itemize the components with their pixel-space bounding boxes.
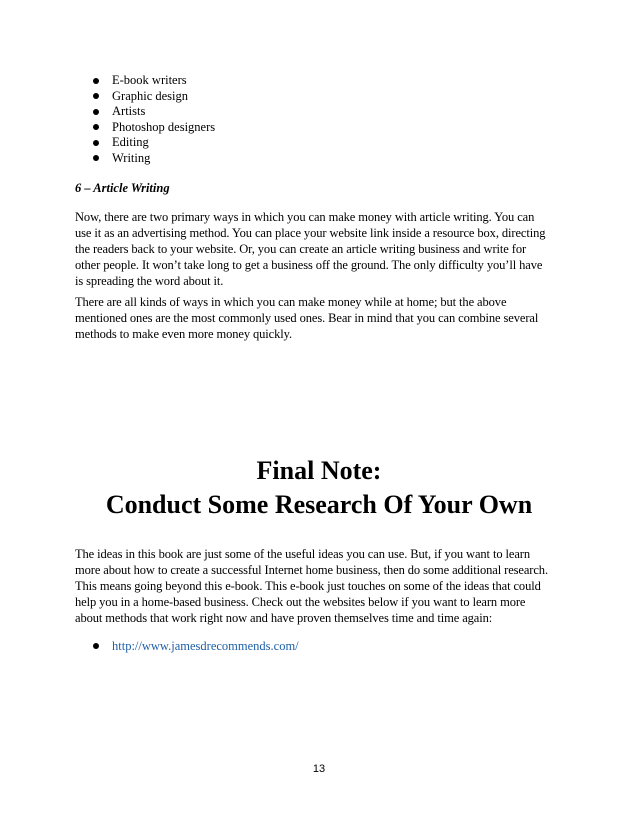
list-item-label: Artists bbox=[112, 104, 146, 119]
paragraph-line: Now, there are two primary ways in which you can make money with article writing. You can bbox=[75, 210, 535, 224]
paragraph-line: other people. It won’t take long to get a business off the ground. The only difficulty you’ll have bbox=[75, 258, 543, 272]
list-item-label: E-book writers bbox=[112, 73, 187, 87]
list-item bbox=[91, 151, 215, 167]
paragraph-line: is spreading the word about it. bbox=[75, 274, 224, 288]
paragraph-line: the readers back to your website. Or, you can create an article writing business and write for bbox=[75, 242, 527, 256]
bullet-icon bbox=[93, 109, 99, 115]
list-item bbox=[91, 89, 215, 105]
paragraph-line: about methods that work right now and have proven themselves time and time again: bbox=[75, 611, 493, 625]
list-item bbox=[91, 638, 299, 654]
list-item bbox=[91, 120, 215, 136]
paragraph-line: help you in a home-based business. Check out the websites below if you want to learn more bbox=[75, 595, 526, 609]
bullet-icon bbox=[93, 78, 99, 84]
list-item-label: Photoshop designers bbox=[112, 119, 216, 134]
bullet-list bbox=[91, 73, 215, 167]
article-writing-paragraph bbox=[75, 209, 565, 289]
paragraph-line: This means going beyond this e-book. This e-book just touches on some of the ideas that could bbox=[75, 579, 541, 593]
paragraph-line: use it as an advertising method. You can place your website link inside a resource box, directing bbox=[75, 226, 546, 240]
list-item bbox=[91, 73, 215, 89]
website-link[interactable]: http://www.jamesdrecommends.com/ bbox=[112, 639, 299, 653]
paragraph-line: There are all kinds of ways in which you can make money while at home; but the above bbox=[75, 295, 507, 309]
list-item-label: Editing bbox=[112, 135, 149, 150]
bullet-icon bbox=[93, 140, 99, 146]
list-item-label: Graphic design bbox=[112, 88, 189, 103]
list-item bbox=[91, 135, 215, 151]
link-list bbox=[91, 638, 299, 654]
list-item-label: Writing bbox=[112, 150, 151, 165]
paragraph-line: methods to make even more money quickly. bbox=[75, 327, 293, 341]
final-note-title bbox=[0, 454, 638, 522]
title-line-1: Final Note: bbox=[256, 456, 382, 485]
list-item bbox=[91, 104, 215, 120]
section-heading: 6 – Article Writing bbox=[75, 181, 170, 195]
research-paragraph bbox=[75, 546, 565, 626]
paragraph-line: more about how to create a successful Internet home business, then do some additional research. bbox=[75, 563, 548, 577]
page-number: 13 bbox=[312, 763, 326, 775]
bullet-icon bbox=[93, 124, 99, 130]
bullet-icon bbox=[93, 93, 99, 99]
summary-paragraph bbox=[75, 294, 565, 342]
bullet-icon bbox=[93, 155, 99, 161]
title-line-2: Conduct Some Research Of Your Own bbox=[105, 490, 533, 519]
bullet-icon bbox=[93, 643, 99, 649]
paragraph-line: mentioned ones are the most commonly used ones. Bear in mind that you can combine several bbox=[75, 311, 539, 325]
paragraph-line: The ideas in this book are just some of the useful ideas you can use. But, if you want to learn bbox=[75, 547, 530, 561]
